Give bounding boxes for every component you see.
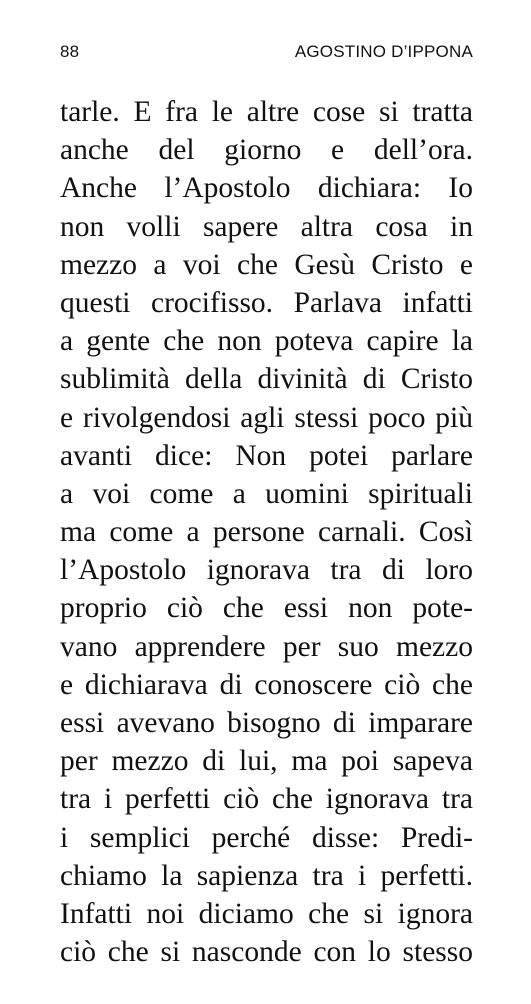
text-line: e dichiarava di conoscere ciò che [60, 668, 473, 701]
text-line: a voi come a uomini spirituali [60, 477, 473, 510]
text-line: anche del giorno e dell’ora. [60, 134, 473, 167]
text-line: l’Apostolo ignorava tra di loro [60, 554, 473, 587]
text-line: per mezzo di lui, ma poi sapeva [60, 745, 473, 778]
running-title: AGOSTINO D’IPPONA [294, 42, 473, 61]
text-line: a gente che non poteva capire la [60, 325, 473, 358]
text-line: avanti dice: Non potei parlare [60, 439, 473, 472]
text-line: questi crocifisso. Parlava infatti [60, 286, 473, 319]
text-line: tra i perfetti ciò che ignorava tra [60, 783, 473, 816]
text-line: chiamo la sapienza tra i perfetti. [60, 859, 473, 892]
text-line: e rivolgendosi agli stessi poco più [60, 401, 473, 434]
page-number: 88 [60, 42, 80, 61]
text-line: Anche l’Apostolo dichiara: Io [60, 172, 473, 205]
text-line: ciò che si nasconde con lo stesso [60, 936, 473, 969]
text-line: sublimità della divinità di Cristo [60, 363, 473, 396]
text-line: non volli sapere altra cosa in [60, 210, 473, 243]
text-line: i semplici perché disse: Predi- [60, 821, 473, 854]
text-line: tarle. E fra le altre cose si tratta [60, 96, 473, 128]
text-line: proprio ciò che essi non pote- [60, 592, 473, 625]
text-line: vano apprendere per suo mezzo [60, 630, 473, 663]
body-text [60, 93, 473, 971]
text-line: mezzo a voi che Gesù Cristo e [60, 248, 473, 281]
text-line: essi avevano bisogno di imparare [60, 707, 473, 739]
page-header [60, 40, 473, 64]
text-line: Infatti noi diciamo che si ignora [60, 897, 473, 930]
text-line: ma come a persone carnali. Così [60, 516, 473, 549]
